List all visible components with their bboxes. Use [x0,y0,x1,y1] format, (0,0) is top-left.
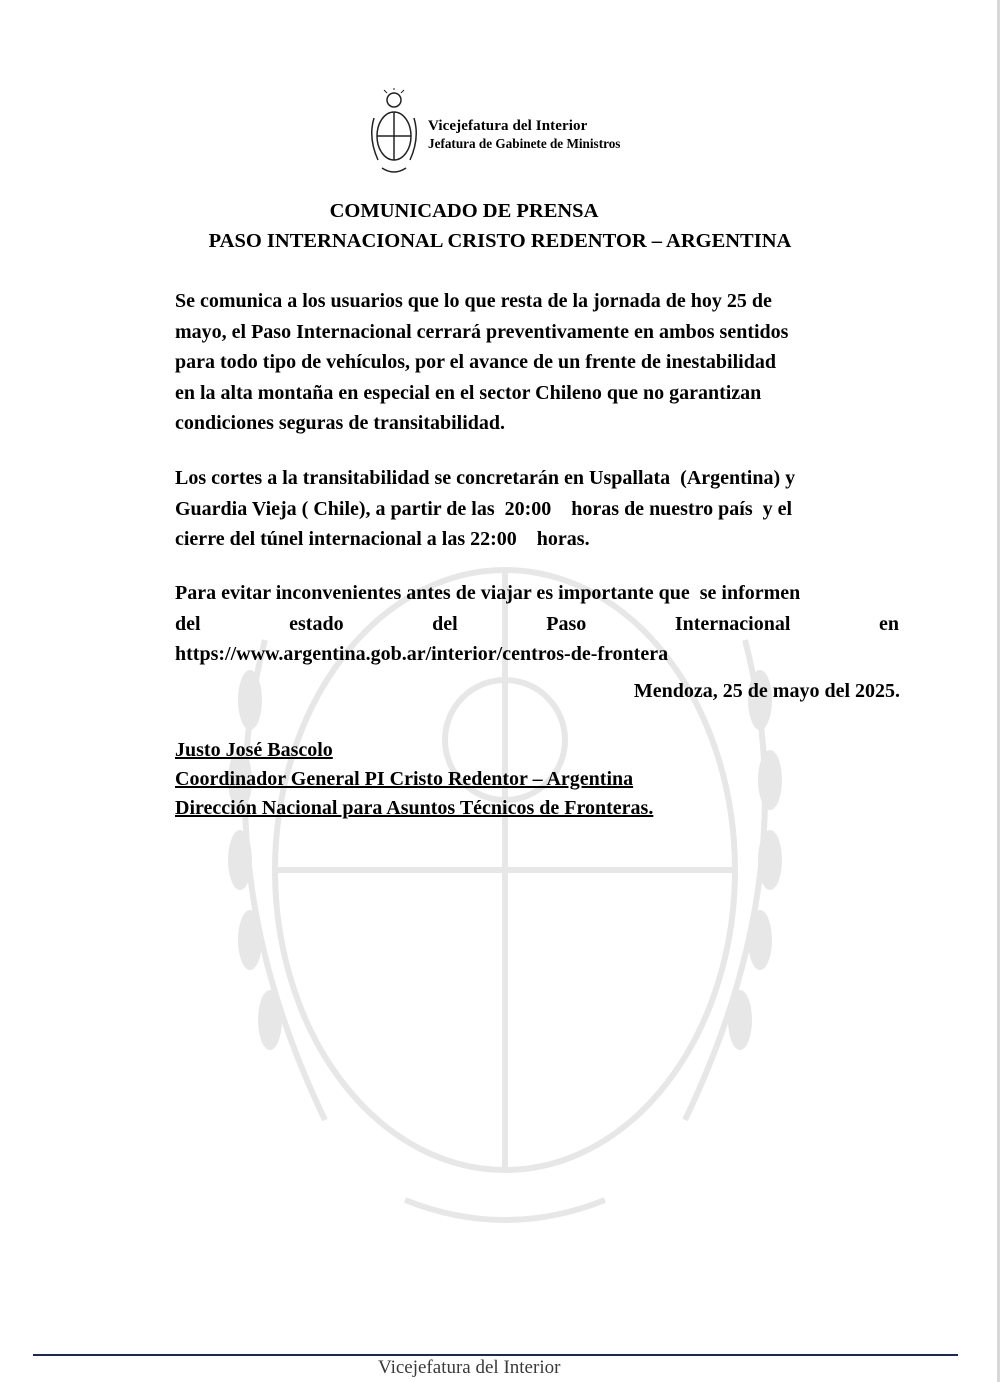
signatory-office: Dirección Nacional para Asuntos Técnicos de Fronteras. [175,797,654,819]
paragraph-line: Para evitar inconvenientes antes de viajar es importante que se informen [175,582,801,604]
paragraph-closure-notice [175,286,899,439]
org-name: Vicejefatura del Interior [428,118,588,134]
signatory-name: Justo José Bascolo [175,739,333,761]
org-subtitle: Jefatura de Gabinete de Ministros [428,136,621,151]
word: en [878,612,899,635]
footer-org-name: Vicejefatura del Interior [378,1357,561,1378]
paragraph-line: para todo tipo de vehículos, por el avance de un frente de inestabilidad [175,351,776,373]
word: del [175,612,201,635]
letterhead [368,88,688,180]
paragraph-line: Guardia Vieja ( Chile), a partir de las 20:00 horas de nuestro país y el [175,497,793,520]
word: estado [289,612,344,635]
paragraph-schedule [175,463,899,555]
word: Paso [546,612,587,635]
paragraph-line: Los cortes a la transitabilidad se concretarán en Uspallata (Argentina) y [175,467,796,489]
paragraph-line: mayo, el Paso Internacional cerrará preventivamente en ambos sentidos [175,320,789,343]
paragraph-line: condiciones seguras de transitabilidad. [175,412,506,434]
paragraph-line: en la alta montaña en especial en el sector Chileno que no garantizan [175,381,762,404]
footer-divider [33,1354,958,1356]
coat-of-arms-watermark-icon [205,440,805,1240]
press-release-subtitle: PASO INTERNACIONAL CRISTO REDENTOR – ARGENTINA [208,230,792,252]
info-url: https://www.argentina.gob.ar/interior/centros-de-frontera [175,643,669,665]
paragraph-line-justified [175,609,899,640]
coat-of-arms-icon [368,88,420,180]
signature-block [175,736,653,823]
word: Internacional [674,612,791,635]
signatory-role: Coordinador General PI Cristo Redentor – Argentina [175,768,634,790]
paragraph-line: Se comunica a los usuarios que lo que resta de la jornada de hoy 25 de [175,290,772,312]
word: del [432,612,458,635]
paragraph-line: cierre del túnel internacional a las 22:00 horas. [175,528,590,550]
press-release-title: COMUNICADO DE PRENSA [329,200,599,222]
date-place: Mendoza, 25 de mayo del 2025. [633,680,900,702]
paragraph-information [175,578,899,670]
